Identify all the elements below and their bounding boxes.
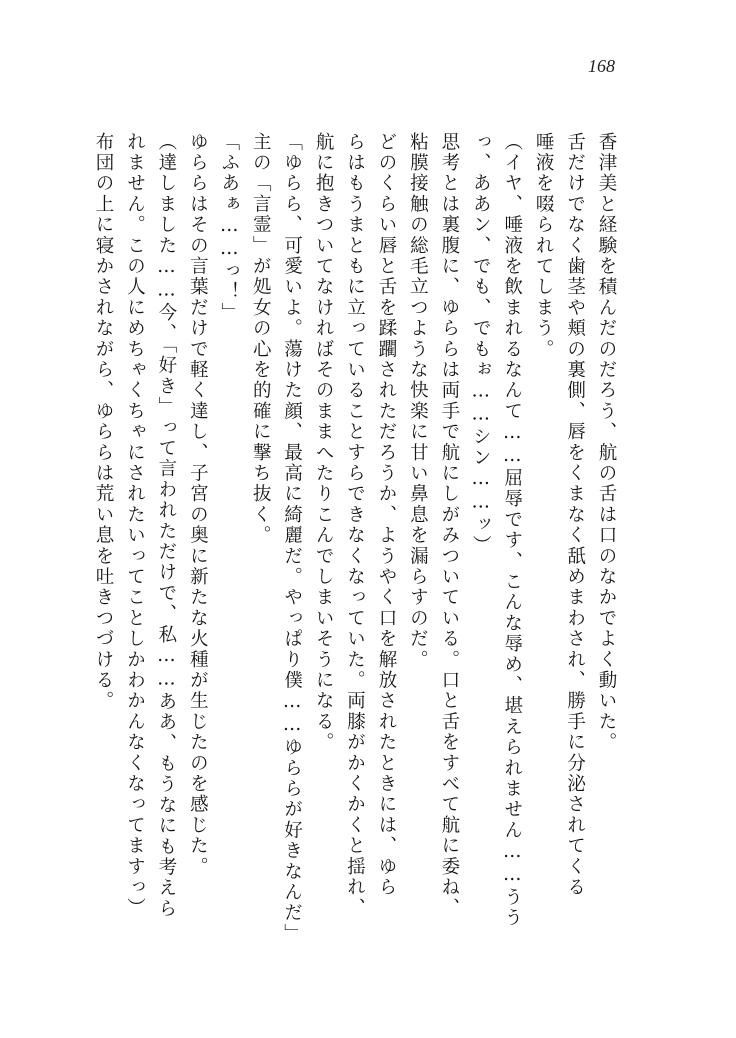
text-line: っ、ああン、でも、でもぉ……シン……ッ） [470, 132, 492, 556]
text-line: 粘膜接触の総毛立つような快楽に甘い鼻息を漏らすのだ。 [407, 132, 429, 671]
text-line: （イヤ、唾液を飲まれるなんて……屈辱です、こんな辱め、堪えられません……うう [501, 132, 523, 929]
text-line: （達しました……今、「好き」って言われただけで、私……ああ、もうなにも考えら [155, 132, 177, 920]
text-line: 香津美と経験を積んだのだろう、航の舌は口のなかでよく動いた。 [596, 132, 617, 753]
text-line: ゆららはその言葉だけで軽く達し、子宮の奥に新たな火種が生じたのを感じた。 [187, 132, 209, 878]
text-line: 唾液を啜られてしまう。 [533, 132, 555, 360]
text-line: 布団の上に寝かされながら、ゆららは荒い息を吐きつづける。 [93, 132, 114, 712]
text-line: 「ゆらら、可愛いよ。蕩けた顔、最高に綺麗だ。やっぱり僕……ゆららが好きなんだ」 [281, 132, 303, 945]
text-line: 航に抱きついてなければそのままへたりこんでしまいそうになる。 [313, 132, 335, 753]
text-line: らはもうまともに立っていることすらできなくなっていた。両膝がかくかくと揺れ、 [344, 132, 366, 919]
text-line: 「ふあぁ……っ！」 [218, 132, 240, 324]
text-line: 主の「言霊」が処女の心を的確に撃ち抜く。 [250, 132, 272, 546]
vertical-text-body [90, 132, 620, 952]
text-line: 舌だけでなく歯茎や頬の裏側、唇をくまなく舐めまわされ、勝手に分泌されてくる [564, 132, 586, 898]
text-line: 思考とは裏腹に、ゆららは両手で航にしがみついている。口と舌をすべて航に委ね、 [438, 132, 460, 919]
text-line: どのくらい唇と舌を蹂躙されただろうか、ようやく口を解放されたときには、ゆら [375, 132, 397, 898]
text-line: れません。この人にめちゃくちゃにされたいってことしかわかんなくなってますっ） [124, 132, 146, 919]
page-number: 168 [588, 56, 615, 76]
